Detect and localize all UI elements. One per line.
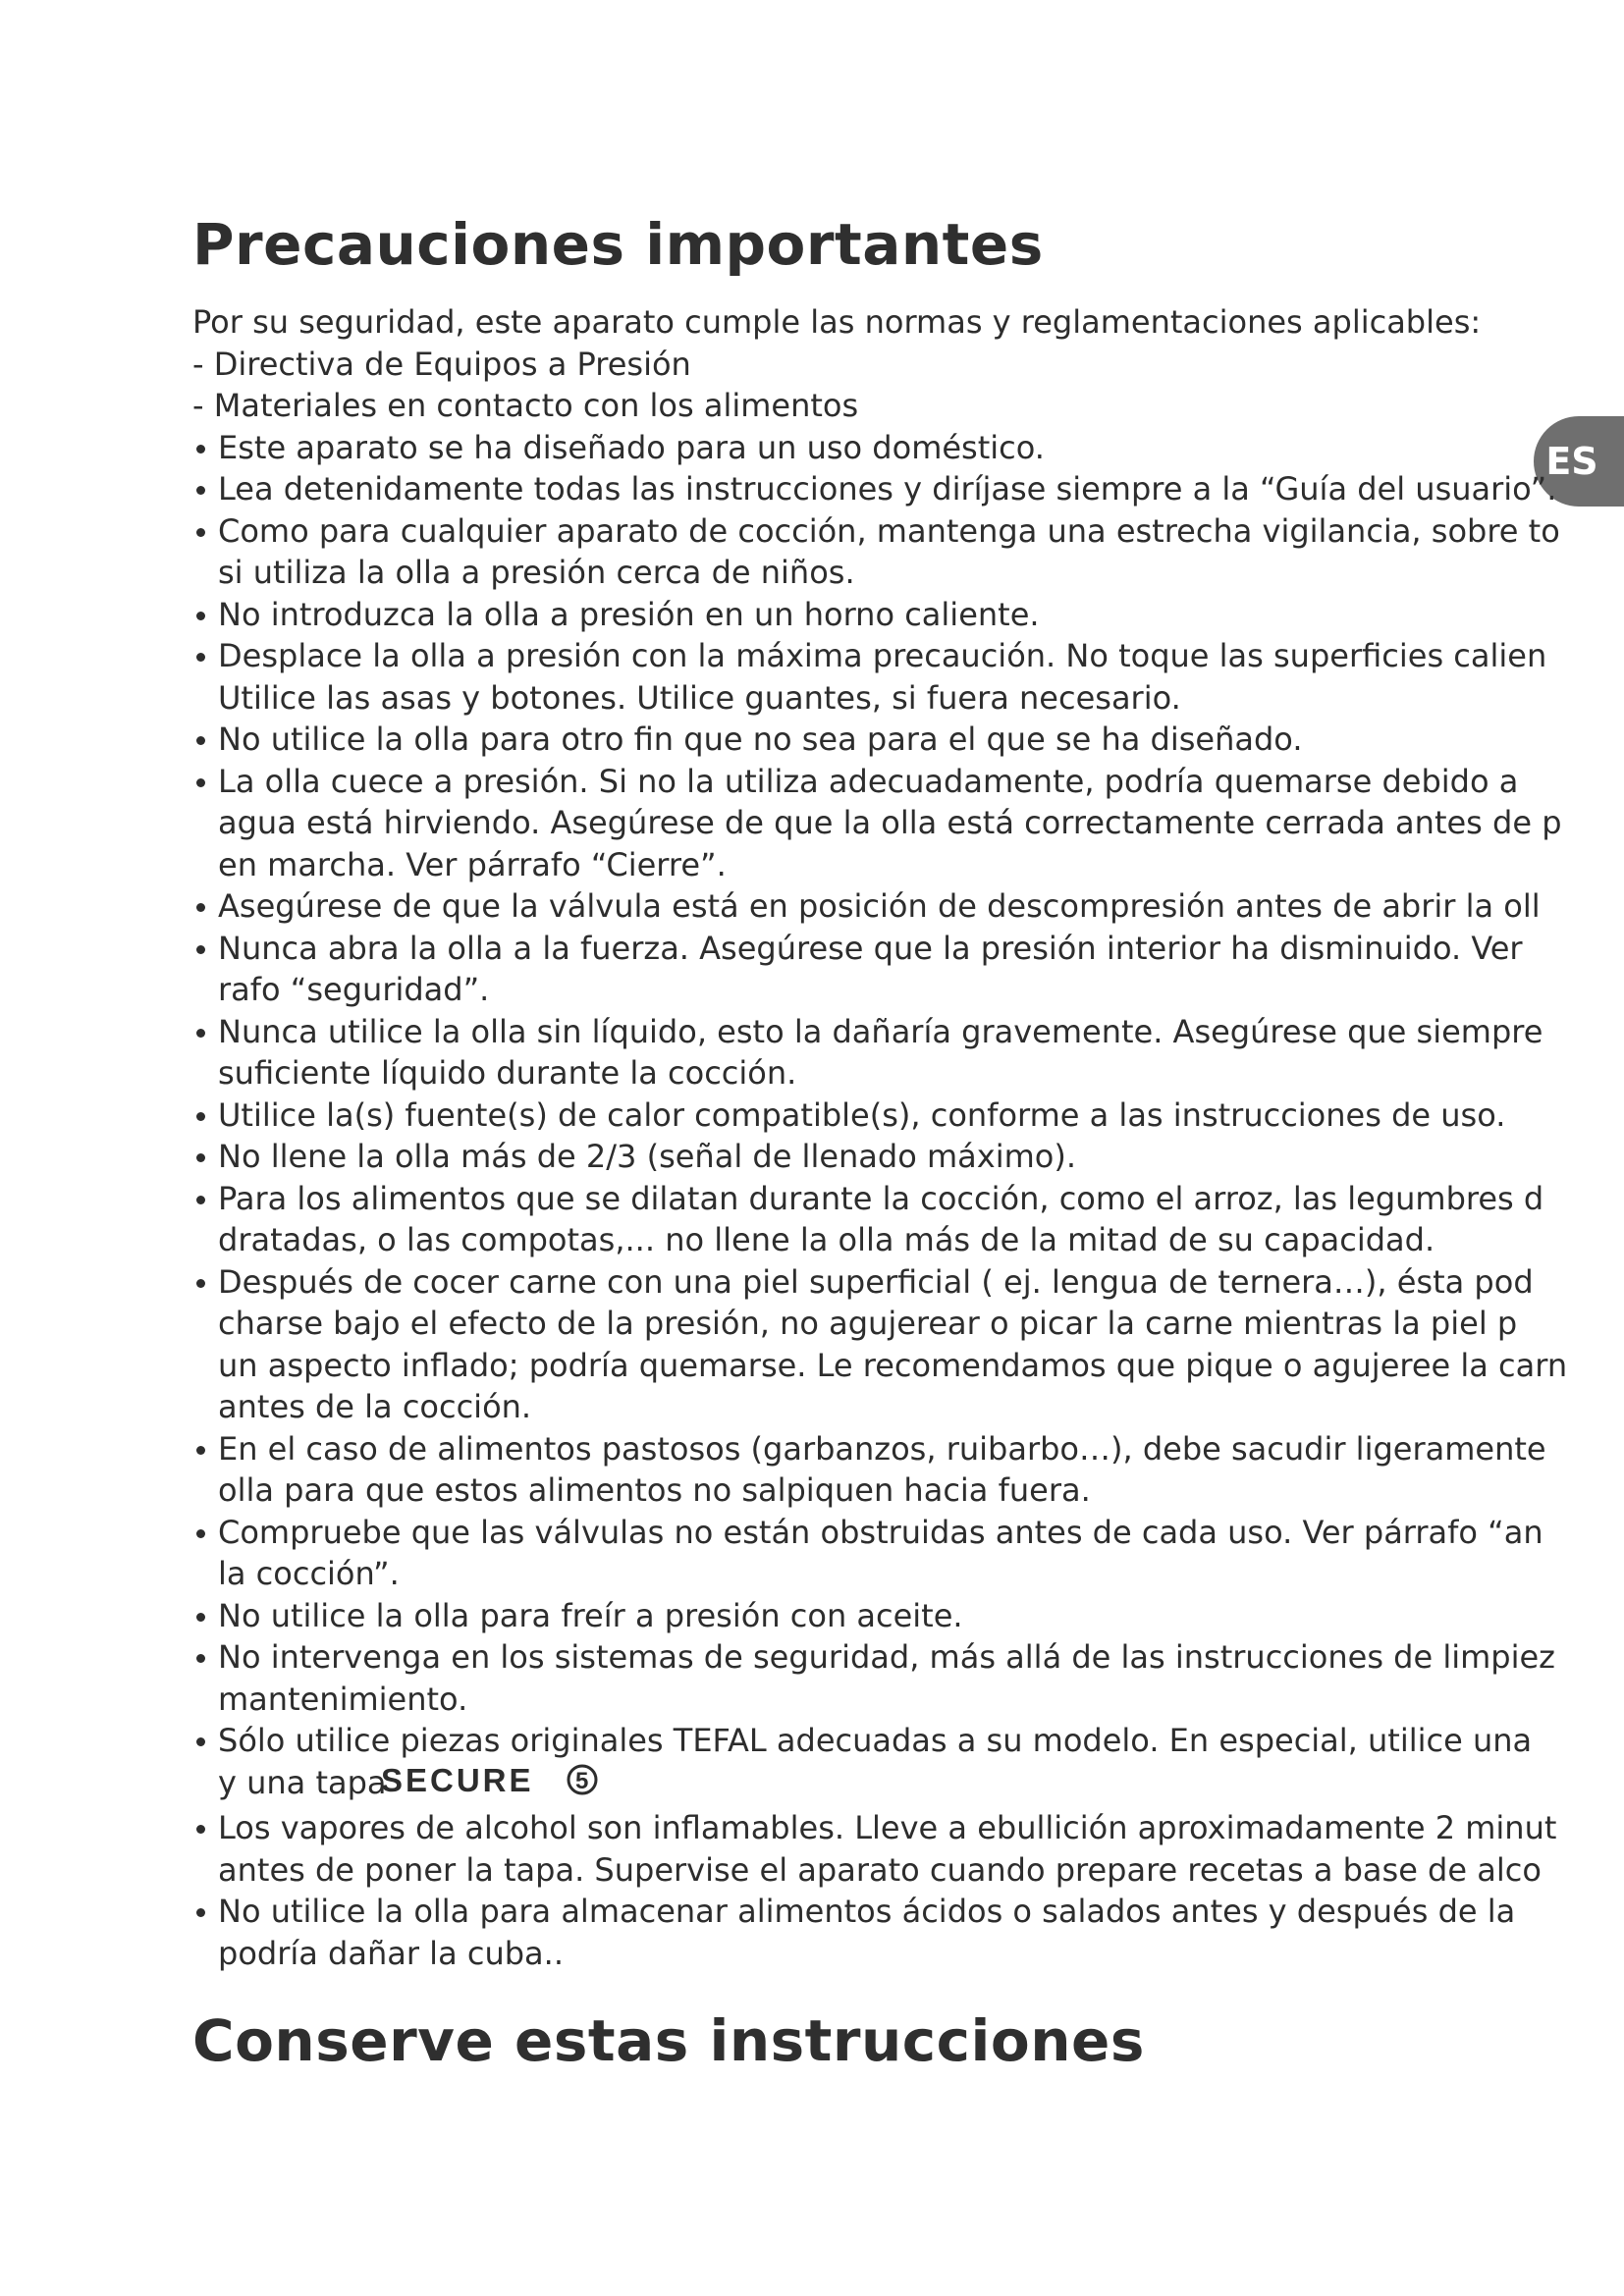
- bullet-list: [192, 427, 1575, 1975]
- bullet-dot-icon: [196, 445, 205, 454]
- bullet-line: En el caso de alimentos pastosos (garbanzos, ruibarbo…), debe sacudir ligeramente: [218, 1429, 1546, 1468]
- bullet-line: Los vapores de alcohol son inflamables. Lleve a ebullición aproximadamente 2 minut: [218, 1809, 1557, 1846]
- bullet-line: La olla cuece a presión. Si no la utiliza adecuadamente, podría quemarse debido a: [218, 762, 1519, 800]
- bullet-item: [192, 1512, 1575, 1595]
- bullet-item: [192, 1011, 1575, 1095]
- bullet-line: Este aparato se ha diseñado para un uso doméstico.: [218, 428, 1045, 466]
- bullet-line: No utilice la olla para otro fin que no sea para el que se ha diseñado.: [218, 721, 1303, 758]
- bullet-dot-icon: [196, 1825, 205, 1834]
- bullet-line: suficiente líquido durante la cocción.: [218, 1054, 797, 1092]
- intro-text: Por su seguridad, este aparato cumple las normas y reglamentaciones aplicables:: [192, 303, 1482, 341]
- bullet-dot-icon: [196, 1029, 205, 1038]
- bullet-line: Como para cualquier aparato de cocción, mantenga una estrecha vigilancia, sobre to: [218, 511, 1560, 550]
- page-title: Precauciones importantes: [192, 211, 1044, 278]
- bullet-dot-icon: [196, 1613, 205, 1622]
- bullet-dot-icon: [196, 778, 205, 787]
- dash-item: - Directiva de Equipos a Presión: [192, 345, 691, 383]
- bullet-line: Desplace la olla a presión con la máxima precaución. No toque las superficies calien: [218, 637, 1547, 674]
- bullet-item: [192, 885, 1575, 928]
- bullet-line: Utilice la(s) fuente(s) de calor compatible(s), conforme a las instrucciones de uso.: [218, 1095, 1506, 1134]
- bullet-dot-icon: [196, 612, 205, 620]
- bullet-line: rafo “seguridad”.: [218, 971, 490, 1008]
- language-tab: ES: [1534, 416, 1624, 507]
- bullet-item: [192, 761, 1575, 886]
- bullet-item: [192, 1095, 1575, 1137]
- bullet-item: [192, 1261, 1575, 1428]
- bullet-line: y una tapa SECURE 5: [218, 1762, 1575, 1808]
- svg-text:SECURE: SECURE: [380, 1763, 534, 1797]
- bullet-line: en marcha. Ver párrafo “Cierre”.: [218, 845, 727, 883]
- svg-text:5: 5: [574, 1767, 588, 1794]
- bullet-line: Lea detenidamente todas las instrucciones y diríjase siempre a la “Guía del usuario”.: [218, 470, 1557, 507]
- bullet-item: [192, 1178, 1575, 1261]
- bullet-dot-icon: [196, 903, 205, 912]
- bullet-item: [192, 635, 1575, 719]
- bullet-line: charse bajo el efecto de la presión, no agujerear o picar la carne mientras la piel p: [218, 1305, 1518, 1342]
- bullet-line: Utilice las asas y botones. Utilice guantes, si fuera necesario.: [218, 678, 1181, 717]
- bullet-line: Asegúrese de que la válvula está en posición de descompresión antes de abrir la oll: [218, 887, 1541, 925]
- bullet-dot-icon: [196, 1737, 205, 1746]
- bullet-dot-icon: [196, 528, 205, 537]
- bullet-line: si utiliza la olla a presión cerca de niños.: [218, 554, 855, 591]
- bullet-line: podría dañar la cuba..: [218, 1934, 564, 1972]
- bullet-line: No introduzca la olla a presión en un horno caliente.: [218, 595, 1040, 633]
- bullet-line: No llene la olla más de 2/3 (señal de llenado máximo).: [218, 1138, 1076, 1175]
- bullet-item: [192, 1891, 1575, 1974]
- bullet-dot-icon: [196, 1279, 205, 1288]
- bullet-item: [192, 1595, 1575, 1637]
- bullet-line: No utilice la olla para freír a presión con aceite.: [218, 1596, 963, 1634]
- bullet-dot-icon: [196, 1112, 205, 1121]
- bullet-dot-icon: [196, 1529, 205, 1538]
- bullet-line: No intervenga en los sistemas de seguridad, más allá de las instrucciones de limpiez: [218, 1638, 1555, 1676]
- bullet-line: Nunca abra la olla a la fuerza. Asegúrese que la presión interior ha disminuido. Ver: [218, 929, 1523, 967]
- bullet-line: Compruebe que las válvulas no están obstruidas antes de cada uso. Ver párrafo “an: [218, 1513, 1543, 1551]
- dash-item: - Materiales en contacto con los alimentos: [192, 387, 859, 424]
- bullet-dot-icon: [196, 736, 205, 745]
- bullet-item: [192, 594, 1575, 636]
- bullet-line: dratadas, o las compotas,... no llene la olla más de la mitad de su capacidad.: [218, 1221, 1435, 1258]
- secure5-logo: [381, 1764, 607, 1808]
- bullet-item: [192, 1720, 1575, 1807]
- bullet-item: [192, 468, 1575, 510]
- bullet-line: Después de cocer carne con una piel superficial ( ej. lengua de ternera…), ésta pod: [218, 1262, 1534, 1301]
- bullet-line: Sólo utilice piezas originales TEFAL adecuadas a su modelo. En especial, utilice una: [218, 1722, 1533, 1759]
- bullet-item: [192, 1807, 1575, 1891]
- bullet-line: No utilice la olla para almacenar alimentos ácidos o salados antes y después de la: [218, 1893, 1516, 1930]
- bullet-line: agua está hirviendo. Asegúrese de que la olla está correctamente cerrada antes de p: [218, 804, 1562, 841]
- bullet-dot-icon: [196, 1153, 205, 1162]
- bullet-item: [192, 719, 1575, 761]
- bullet-line: mantenimiento.: [218, 1680, 468, 1718]
- bullet-item: [192, 1136, 1575, 1178]
- bullet-item: [192, 510, 1575, 594]
- bullet-dot-icon: [196, 486, 205, 495]
- footer-title: Conserve estas instrucciones: [192, 2007, 1145, 2074]
- precautions-body: [192, 301, 1575, 1990]
- bullet-item: [192, 1636, 1575, 1720]
- bullet-item: [192, 427, 1575, 469]
- bullet-dot-icon: [196, 653, 205, 662]
- bullet-line: la cocción”.: [218, 1555, 400, 1592]
- bullet-line: Nunca utilice la olla sin líquido, esto la dañaría gravemente. Asegúrese que siempre: [218, 1012, 1543, 1050]
- bullet-line: un aspecto inflado; podría quemarse. Le recomendamos que pique o agujeree la carn: [218, 1346, 1568, 1384]
- bullet-dot-icon: [196, 1446, 205, 1455]
- bullet-line: antes de la cocción.: [218, 1388, 532, 1425]
- bullet-line: antes de poner la tapa. Supervise el aparato cuando prepare recetas a base de alco: [218, 1850, 1542, 1889]
- bullet-item: [192, 1428, 1575, 1512]
- bullet-dot-icon: [196, 945, 205, 954]
- bullet-item: [192, 928, 1575, 1011]
- bullet-dot-icon: [196, 1654, 205, 1663]
- bullet-line: Para los alimentos que se dilatan durante la cocción, como el arroz, las legumbres d: [218, 1179, 1544, 1217]
- bullet-dot-icon: [196, 1196, 205, 1204]
- bullet-dot-icon: [196, 1908, 205, 1917]
- bullet-line: olla para que estos alimentos no salpiquen hacia fuera.: [218, 1471, 1091, 1509]
